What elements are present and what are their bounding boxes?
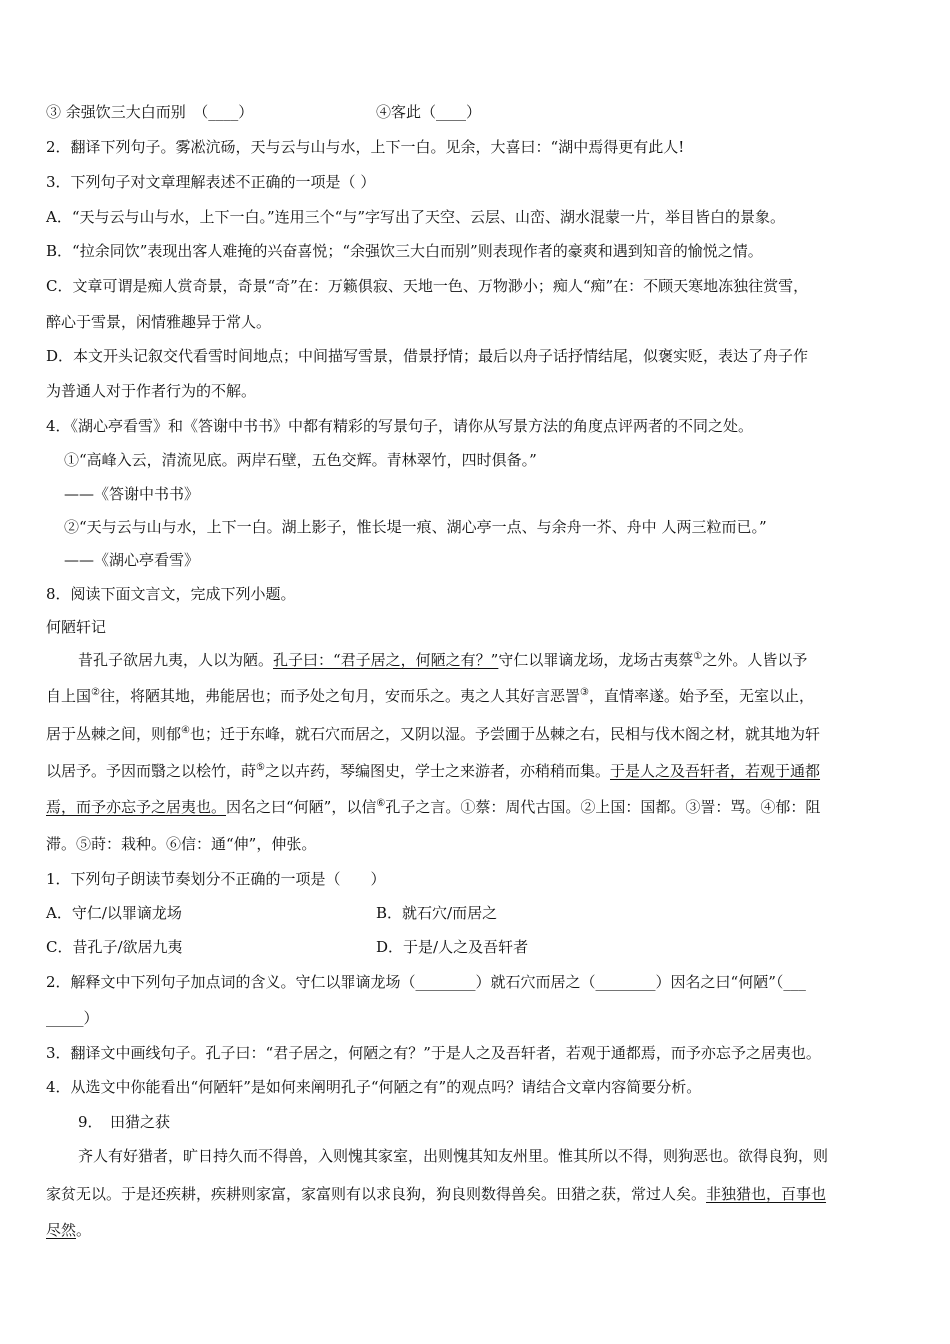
question-2: 2．翻译下列句子。雾凇沆砀，天与云与山与水，上下一白。见余，大喜曰：“湖中焉得更有此人!: [46, 138, 685, 156]
section-8-question-4: 4．从选文中你能看出“何陋轩”是如何来阐明孔子“何陋之有”的观点吗？请结合文章内容简要分析。: [46, 1078, 702, 1096]
option-d-line2: 为普通人对于作者行为的不解。: [46, 382, 257, 400]
passage-text: 昔孔子欲居九夷，人以为陋。: [78, 651, 274, 669]
passage-text: ，直情率遂。始予至，无室以止，: [588, 687, 814, 705]
question-4: 4．《湖心亭看雪》和《答谢中书书》中都有精彩的写景句子，请你从写景方法的角度点评两者的不同之处。: [46, 417, 754, 435]
section-8-question-1: 1．下列句子朗读节奏划分不正确的一项是（ ）: [46, 870, 386, 888]
passage-text: 孔子之言。①蔡：周代古国。②上国：国都。③詈：骂。④郁：阻: [385, 798, 821, 816]
footnote-marker: ③: [580, 687, 589, 698]
option-c-line1: C．文章可谓是痴人赏奇景，奇景“奇”在：万籁俱寂、天地一色、万物渺小；痴人“痴”在：不顾天寒地冻独往赏雪，: [46, 277, 809, 295]
q2-item4: ④客此（____）: [376, 103, 482, 121]
section-8-question-2-line2: _____）: [46, 1009, 99, 1027]
footnote-marker: ④: [181, 725, 190, 736]
passage-text: 之外。人皆以予: [702, 651, 808, 669]
question-3: 3．下列句子对文章理解表述不正确的一项是（ ）: [46, 173, 376, 191]
option-b: B．就石穴/而居之: [376, 904, 498, 922]
quote-2: ②“天与云与山与水，上下一白。湖上影子，惟长堤一痕、湖心亭一点、与余舟一芥、舟中 人两三粒而已。”: [64, 518, 767, 536]
underlined-sentence: 尽然: [46, 1221, 77, 1239]
passage-text: 之以卉药，琴编图史，学士之来游者，亦稍稍而集。: [264, 762, 610, 780]
underlined-sentence: 非独猎也，百事也: [706, 1185, 827, 1203]
passage-line-6: 滞。⑤莳：栽种。⑥信：通“伸”，伸张。: [46, 835, 317, 853]
passage-text: 家贫无以。于是还疾耕，疾耕则家富，家富则有以求良狗，狗良则数得兽矣。田猎之获，常过人矣。: [46, 1185, 707, 1203]
q2-item-row: [46, 102, 482, 122]
passage-text: 。: [76, 1221, 92, 1239]
underlined-sentence: 孔子曰：“君子居之，何陋之有？”: [273, 651, 499, 669]
passage-line-5: [46, 797, 820, 817]
passage-text: 因名之曰“何陋”，以信: [226, 798, 377, 816]
option-row-ab: [46, 903, 498, 923]
passage-title: 何陋轩记: [46, 618, 107, 636]
passage-line-1: [78, 650, 807, 670]
section-9-heading: 9． 田猎之获: [78, 1113, 171, 1131]
passage9-line-3: [46, 1220, 91, 1240]
passage9-line-2: [46, 1184, 826, 1204]
footnote-marker: ①: [693, 651, 703, 662]
option-a: A．守仁/以罪谪龙场: [46, 904, 182, 922]
underlined-sentence: 焉，而予亦忘予之居夷也。: [46, 798, 227, 816]
passage-text: 以居予。予因而翳之以桧竹，莳: [46, 762, 257, 780]
footnote-marker: ⑥: [376, 798, 386, 809]
quote-1-source: ——《答谢中书书》: [64, 485, 200, 503]
passage-text: 守仁以罪谪龙场，龙场古夷蔡: [498, 651, 694, 669]
footnote-marker: ⑤: [256, 762, 265, 773]
passage-text: 也；迁于东峰，就石穴而居之，又阴以湿。予尝圃于丛棘之右，民相与伐木阁之材，就其地为轩: [189, 725, 820, 743]
quote-1: ①“高峰入云，清流见底。两岸石壁，五色交辉。青林翠竹，四时俱备。”: [64, 451, 537, 469]
underlined-sentence: 于是人之及吾轩者，若观于通都: [610, 762, 821, 780]
section-8-heading: 8．阅读下面文言文，完成下列小题。: [46, 585, 296, 603]
passage9-line-1: 齐人有好猎者，旷日持久而不得兽，入则愧其家室，出则愧其知友州里。惟其所以不得，则狗恶也。欲得良狗，则: [78, 1147, 829, 1165]
passage-line-4: [46, 761, 820, 781]
passage-text: 往，将陋其地，弗能居也；而予处之旬月，安而乐之。夷之人其好言恶詈: [99, 687, 580, 705]
option-row-cd: [46, 937, 529, 957]
q2-item3: ③ 余强饮三大白而别 （____）: [46, 103, 254, 121]
section-8-question-3: 3．翻译文中画线句子。孔子曰：“君子居之，何陋之有？”于是人之及吾轩者，若观于通都焉，而予亦忘予之居夷也。: [46, 1044, 821, 1062]
option-c: C．昔孔子/欲居九夷: [46, 938, 183, 956]
option-b: B．“拉余同饮”表现出客人难掩的兴奋喜悦；“余强饮三大白而别”则表现作者的豪爽和遇到知音的愉悦之情。: [46, 242, 763, 260]
option-d-line1: D．本文开头记叙交代看雪时间地点；中间描写雪景，借景抒情；最后以舟子话抒情结尾，似褒实贬，表达了舟子作: [46, 347, 809, 365]
passage-text: 自上国: [46, 687, 92, 705]
option-a: A．“天与云与山与水，上下一白。”连用三个“与”字写出了天空、云层、山峦、湖水混蒙一片，举目皆白的景象。: [46, 208, 786, 226]
quote-2-source: ——《湖心亭看雪》: [64, 551, 200, 569]
passage-text: 居于丛棘之间，则郁: [46, 725, 182, 743]
passage-line-3: [46, 724, 820, 744]
passage-line-2: [46, 686, 814, 706]
option-d: D．于是/人之及吾轩者: [376, 938, 529, 956]
section-8-question-2-line1: 2．解释文中下列句子加点词的含义。守仁以罪谪龙场（________）就石穴而居之（________）因名之曰“何陋”（___: [46, 973, 806, 991]
footnote-marker: ②: [91, 687, 100, 698]
option-c-line2: 醉心于雪景，闲情雅趣异于常人。: [46, 313, 272, 331]
